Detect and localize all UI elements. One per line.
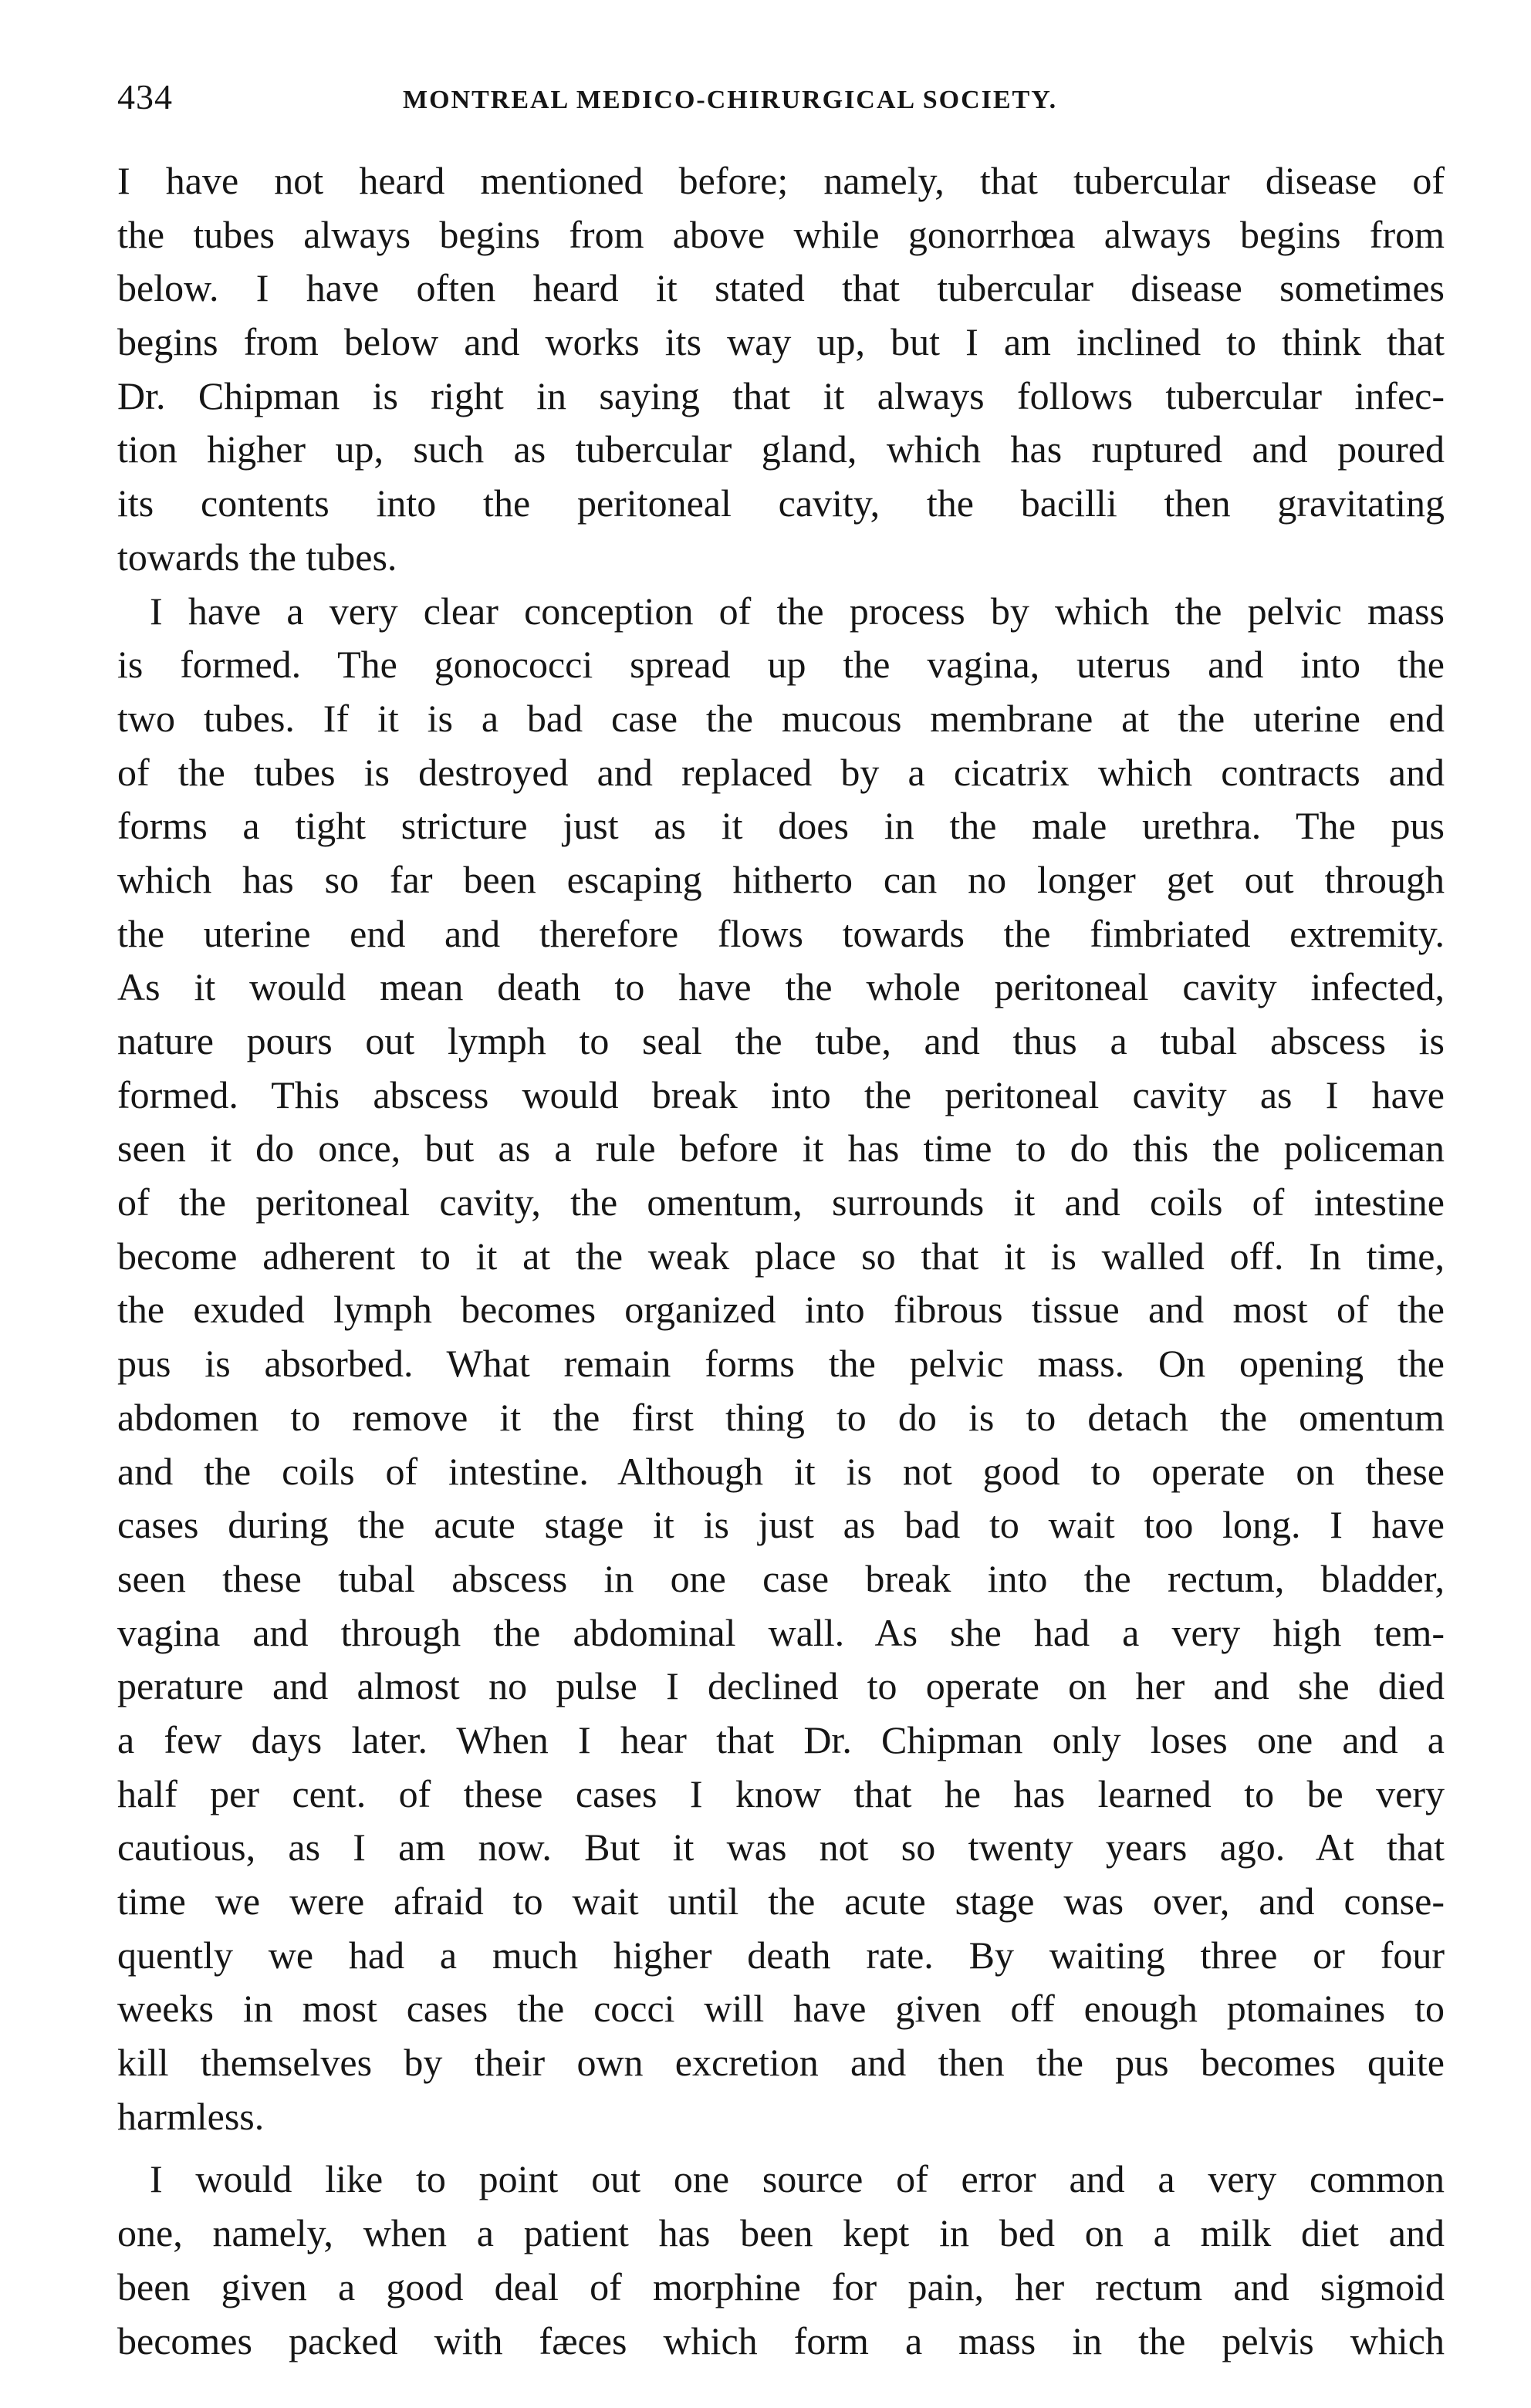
text-line: two tubes. If it is a bad case the mucous membrane at the uterine end	[117, 696, 1445, 740]
paragraph-1	[117, 154, 1445, 585]
text-line: become adherent to it at the weak place so that it is walled off. In time,	[117, 1234, 1445, 1278]
text-line: vagina and through the abdominal wall. As she had a very high tem-	[117, 1610, 1445, 1654]
text-line: been given a good deal of morphine for pain, her rectum and sigmoid	[117, 2264, 1445, 2308]
text-line: weeks in most cases the cocci will have given off enough ptomaines to	[117, 1987, 1445, 2031]
text-line: which has so far been escaping hitherto can no longer get out through	[117, 857, 1445, 901]
text-line: tion higher up, such as tubercular gland, which has ruptured and poured	[117, 427, 1445, 471]
text-line: pus is absorbed. What remain forms the pelvic mass. On opening the	[117, 1342, 1445, 1386]
running-head: MONTREAL MEDICO-CHIRURGICAL SOCIETY.	[403, 86, 1058, 114]
text-line: one, namely, when a patient has been kept in bed on a milk diet and	[117, 2211, 1445, 2255]
paragraph-3	[117, 2153, 1445, 2368]
paragraph-spacer	[117, 2143, 1445, 2153]
text-line: time we were afraid to wait until the acute stage was over, and conse-	[117, 1879, 1445, 1923]
text-line: seen it do once, but as a rule before it has time to do this the policeman	[117, 1126, 1445, 1170]
text-line: a few days later. When I hear that Dr. Chipman only loses one and a	[117, 1717, 1445, 1761]
text-line: cases during the acute stage it is just as bad to wait too long. I have	[117, 1503, 1445, 1547]
body-text	[117, 154, 1445, 2368]
text-line: I have a very clear conception of the process by which the pelvic mass	[150, 589, 1445, 633]
text-line: cautious, as I am now. But it was not so twenty years ago. At that	[117, 1825, 1445, 1869]
text-line: I have not heard mentioned before; namely, that tubercular disease of	[117, 159, 1445, 202]
paragraph-2	[117, 585, 1445, 2144]
text-line: is formed. The gonococci spread up the vagina, uterus and into the	[117, 643, 1445, 687]
text-line: half per cent. of these cases I know that he has learned to be very	[117, 1771, 1445, 1815]
text-line: Dr. Chipman is right in saying that it always follows tubercular infec-	[117, 373, 1445, 417]
text-line: the uterine end and therefore flows towards the fimbriated extremity.	[117, 911, 1445, 955]
text-line: of the peritoneal cavity, the omentum, surrounds it and coils of intestine	[117, 1180, 1445, 1224]
page-header	[117, 74, 1445, 120]
text-line: and the coils of intestine. Although it is not good to operate on these	[117, 1449, 1445, 1493]
text-line: of the tubes is destroyed and replaced by a cicatrix which contracts and	[117, 750, 1445, 794]
text-line: forms a tight stricture just as it does in the male urethra. The pus	[117, 804, 1445, 848]
text-line: the tubes always begins from above while gonorrhœa always begins from	[117, 212, 1445, 256]
text-line: begins from below and works its way up, but I am inclined to think that	[117, 320, 1445, 364]
text-line: quently we had a much higher death rate. By waiting three or four	[117, 1933, 1445, 1977]
text-line: I would like to point out one source of error and a very common	[150, 2157, 1445, 2201]
text-line: seen these tubal abscess in one case break into the rectum, bladder,	[117, 1556, 1445, 1600]
text-line: harmless.	[117, 2094, 265, 2138]
text-line: becomes packed with fæces which form a mass in the pelvis which	[117, 2319, 1445, 2362]
text-line: formed. This abscess would break into the peritoneal cavity as I have	[117, 1072, 1445, 1116]
text-line: abdomen to remove it the first thing to do is to detach the omentum	[117, 1395, 1445, 1439]
text-line: kill themselves by their own excretion and then the pus becomes quite	[117, 2041, 1445, 2085]
page-number: 434	[117, 77, 173, 117]
text-line: perature and almost no pulse I declined to operate on her and she died	[117, 1664, 1445, 1708]
text-line: below. I have often heard it stated that tubercular disease sometimes	[117, 266, 1445, 310]
text-line: nature pours out lymph to seal the tube, and thus a tubal abscess is	[117, 1019, 1445, 1062]
text-line: As it would mean death to have the whole peritoneal cavity infected,	[117, 965, 1445, 1009]
text-line: towards the tubes.	[117, 535, 397, 579]
text-line: the exuded lymph becomes organized into fibrous tissue and most of the	[117, 1288, 1445, 1332]
text-line: its contents into the peritoneal cavity, the bacilli then gravitating	[117, 481, 1445, 525]
